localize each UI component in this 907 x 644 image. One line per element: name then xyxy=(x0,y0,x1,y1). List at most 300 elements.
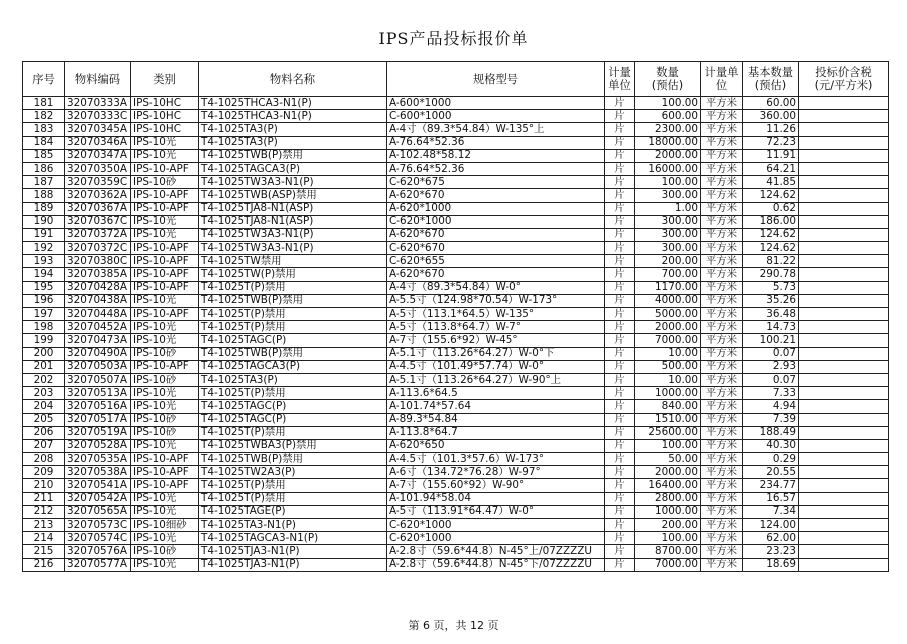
cell-unit: 片 xyxy=(605,479,635,492)
cell-spec-model: A-113.6*64.5 xyxy=(387,387,605,400)
cell-spec-model: C-620*1000 xyxy=(387,519,605,532)
cell-spec-model: A-5寸（113.8*64.7）W-7° xyxy=(387,321,605,334)
table-row xyxy=(23,162,889,175)
table-row xyxy=(23,400,889,413)
header-unit-line2: 单位 xyxy=(608,79,631,92)
cell-material-name: T4-1025TA3-N1(P) xyxy=(199,519,387,532)
cell-unit: 片 xyxy=(605,281,635,294)
cell-spec-model: A-4.5寸（101.49*57.74）W-0° xyxy=(387,360,605,373)
cell-spec-model: A-620*670 xyxy=(387,228,605,241)
cell-material-code: 32070576A xyxy=(65,545,131,558)
cell-category: IPS-10砂 xyxy=(131,545,199,558)
cell-bid-price xyxy=(799,321,889,334)
table-row xyxy=(23,505,889,518)
cell-index: 181 xyxy=(23,97,65,110)
cell-bid-price xyxy=(799,97,889,110)
cell-material-name: T4-1025TJA8-N1(ASP) xyxy=(199,215,387,228)
cell-material-name: T4-1025TAGC(P) xyxy=(199,413,387,426)
cell-index: 201 xyxy=(23,360,65,373)
cell-quantity: 1000.00 xyxy=(635,387,701,400)
table-row xyxy=(23,242,889,255)
cell-category: IPS-10光 xyxy=(131,532,199,545)
cell-bid-price xyxy=(799,123,889,136)
table-row xyxy=(23,97,889,110)
cell-quantity: 2000.00 xyxy=(635,149,701,162)
cell-quantity: 840.00 xyxy=(635,400,701,413)
table-row xyxy=(23,439,889,452)
cell-category: IPS-10-APF xyxy=(131,453,199,466)
cell-index: 211 xyxy=(23,492,65,505)
cell-base-quantity: 360.00 xyxy=(743,110,799,123)
cell-material-name: T4-1025TW3A3-N1(P) xyxy=(199,242,387,255)
cell-material-name: T4-1025TAGC(P) xyxy=(199,334,387,347)
cell-material-name: T4-1025TJA3-N1(P) xyxy=(199,545,387,558)
cell-material-name: T4-1025THCA3-N1(P) xyxy=(199,97,387,110)
cell-unit: 片 xyxy=(605,228,635,241)
table-row xyxy=(23,479,889,492)
cell-index: 190 xyxy=(23,215,65,228)
table-row xyxy=(23,532,889,545)
cell-index: 203 xyxy=(23,387,65,400)
cell-material-code: 32070452A xyxy=(65,321,131,334)
header-bid-price-line1: 投标价含税 xyxy=(815,66,872,79)
cell-unit: 片 xyxy=(605,400,635,413)
cell-spec-model: A-5.1寸（113.26*64.27）W-0°下 xyxy=(387,347,605,360)
cell-quantity: 2800.00 xyxy=(635,492,701,505)
table-body xyxy=(23,97,889,572)
cell-spec-model: A-5.5寸（124.98*70.54）W-173° xyxy=(387,294,605,307)
cell-bid-price xyxy=(799,360,889,373)
cell-quantity: 200.00 xyxy=(635,255,701,268)
cell-area-unit: 平方米 xyxy=(701,162,743,175)
table-row xyxy=(23,268,889,281)
cell-category: IPS-10-APF xyxy=(131,360,199,373)
cell-area-unit: 平方米 xyxy=(701,228,743,241)
cell-material-code: 32070380C xyxy=(65,255,131,268)
header-unit xyxy=(605,62,635,97)
cell-spec-model: A-620*670 xyxy=(387,268,605,281)
table-row xyxy=(23,228,889,241)
cell-unit: 片 xyxy=(605,123,635,136)
cell-index: 186 xyxy=(23,162,65,175)
cell-index: 182 xyxy=(23,110,65,123)
cell-index: 209 xyxy=(23,466,65,479)
header-base-quantity xyxy=(743,62,799,97)
cell-unit: 片 xyxy=(605,189,635,202)
cell-material-code: 32070345A xyxy=(65,123,131,136)
table-row xyxy=(23,545,889,558)
cell-base-quantity: 7.33 xyxy=(743,387,799,400)
cell-area-unit: 平方米 xyxy=(701,466,743,479)
cell-bid-price xyxy=(799,255,889,268)
cell-spec-model: C-620*1000 xyxy=(387,215,605,228)
cell-base-quantity: 16.57 xyxy=(743,492,799,505)
cell-unit: 片 xyxy=(605,215,635,228)
cell-material-name: T4-1025TJA8-N1(ASP) xyxy=(199,202,387,215)
cell-base-quantity: 7.39 xyxy=(743,413,799,426)
cell-base-quantity: 40.30 xyxy=(743,439,799,452)
cell-bid-price xyxy=(799,479,889,492)
cell-category: IPS-10细砂 xyxy=(131,519,199,532)
cell-quantity: 100.00 xyxy=(635,532,701,545)
table-row xyxy=(23,492,889,505)
cell-material-name: T4-1025TAGCA3-N1(P) xyxy=(199,532,387,545)
table-header xyxy=(23,62,889,97)
cell-index: 184 xyxy=(23,136,65,149)
cell-category: IPS-10HC xyxy=(131,110,199,123)
cell-material-name: T4-1025TAGE(P) xyxy=(199,505,387,518)
cell-base-quantity: 11.91 xyxy=(743,149,799,162)
cell-spec-model: A-7寸（155.6*92）W-45° xyxy=(387,334,605,347)
cell-area-unit: 平方米 xyxy=(701,215,743,228)
cell-category: IPS-10HC xyxy=(131,97,199,110)
cell-material-name: T4-1025T(P)禁用 xyxy=(199,426,387,439)
cell-base-quantity: 60.00 xyxy=(743,97,799,110)
cell-quantity: 300.00 xyxy=(635,242,701,255)
table-row xyxy=(23,255,889,268)
cell-base-quantity: 23.23 xyxy=(743,545,799,558)
cell-quantity: 700.00 xyxy=(635,268,701,281)
cell-material-code: 32070333A xyxy=(65,97,131,110)
cell-unit: 片 xyxy=(605,439,635,452)
cell-area-unit: 平方米 xyxy=(701,492,743,505)
cell-area-unit: 平方米 xyxy=(701,308,743,321)
cell-quantity: 5000.00 xyxy=(635,308,701,321)
cell-base-quantity: 81.22 xyxy=(743,255,799,268)
cell-quantity: 600.00 xyxy=(635,110,701,123)
cell-area-unit: 平方米 xyxy=(701,334,743,347)
cell-category: IPS-10光 xyxy=(131,387,199,400)
cell-quantity: 8700.00 xyxy=(635,545,701,558)
cell-material-code: 32070428A xyxy=(65,281,131,294)
cell-category: IPS-10光 xyxy=(131,492,199,505)
cell-material-code: 32070347A xyxy=(65,149,131,162)
cell-unit: 片 xyxy=(605,294,635,307)
cell-bid-price xyxy=(799,439,889,452)
cell-category: IPS-10光 xyxy=(131,439,199,452)
cell-spec-model: C-600*1000 xyxy=(387,110,605,123)
cell-area-unit: 平方米 xyxy=(701,110,743,123)
cell-index: 194 xyxy=(23,268,65,281)
cell-material-name: T4-1025THCA3-N1(P) xyxy=(199,110,387,123)
cell-index: 189 xyxy=(23,202,65,215)
table-row xyxy=(23,413,889,426)
table-row xyxy=(23,308,889,321)
table-row xyxy=(23,110,889,123)
cell-material-name: T4-1025TW2A3(P) xyxy=(199,466,387,479)
cell-unit: 片 xyxy=(605,308,635,321)
table-row xyxy=(23,149,889,162)
cell-quantity: 25600.00 xyxy=(635,426,701,439)
cell-category: IPS-10HC xyxy=(131,123,199,136)
cell-quantity: 10.00 xyxy=(635,373,701,386)
cell-index: 204 xyxy=(23,400,65,413)
cell-base-quantity: 35.26 xyxy=(743,294,799,307)
cell-unit: 片 xyxy=(605,426,635,439)
table-row xyxy=(23,202,889,215)
cell-category: IPS-10砂 xyxy=(131,426,199,439)
cell-index: 193 xyxy=(23,255,65,268)
cell-index: 214 xyxy=(23,532,65,545)
cell-index: 206 xyxy=(23,426,65,439)
cell-category: IPS-10光 xyxy=(131,334,199,347)
cell-material-name: T4-1025TA3(P) xyxy=(199,373,387,386)
cell-category: IPS-10砂 xyxy=(131,176,199,189)
cell-spec-model: C-620*1000 xyxy=(387,532,605,545)
cell-area-unit: 平方米 xyxy=(701,558,743,571)
table-row xyxy=(23,215,889,228)
table-row xyxy=(23,334,889,347)
cell-category: IPS-10-APF xyxy=(131,189,199,202)
cell-material-code: 32070503A xyxy=(65,360,131,373)
cell-index: 183 xyxy=(23,123,65,136)
cell-bid-price xyxy=(799,453,889,466)
cell-category: IPS-10光 xyxy=(131,558,199,571)
cell-material-name: T4-1025T(P)禁用 xyxy=(199,308,387,321)
cell-index: 197 xyxy=(23,308,65,321)
cell-index: 196 xyxy=(23,294,65,307)
cell-bid-price xyxy=(799,545,889,558)
header-spec-model: 规格型号 xyxy=(387,62,605,97)
cell-index: 199 xyxy=(23,334,65,347)
cell-material-code: 32070538A xyxy=(65,466,131,479)
cell-base-quantity: 20.55 xyxy=(743,466,799,479)
cell-spec-model: A-5寸（113.1*64.5）W-135° xyxy=(387,308,605,321)
cell-unit: 片 xyxy=(605,110,635,123)
cell-index: 187 xyxy=(23,176,65,189)
cell-quantity: 300.00 xyxy=(635,215,701,228)
cell-base-quantity: 0.29 xyxy=(743,453,799,466)
cell-quantity: 300.00 xyxy=(635,189,701,202)
cell-unit: 片 xyxy=(605,162,635,175)
cell-material-name: T4-1025TW禁用 xyxy=(199,255,387,268)
cell-material-code: 32070519A xyxy=(65,426,131,439)
cell-material-name: T4-1025TW(P)禁用 xyxy=(199,268,387,281)
cell-base-quantity: 36.48 xyxy=(743,308,799,321)
cell-material-code: 32070372A xyxy=(65,228,131,241)
cell-spec-model: C-620*670 xyxy=(387,242,605,255)
cell-unit: 片 xyxy=(605,558,635,571)
cell-material-code: 32070535A xyxy=(65,453,131,466)
cell-base-quantity: 0.07 xyxy=(743,373,799,386)
header-base-quantity-line1: 基本数量 xyxy=(747,66,794,79)
header-area-unit-line2: 位 xyxy=(715,79,728,92)
cell-spec-model: C-620*655 xyxy=(387,255,605,268)
cell-base-quantity: 14.73 xyxy=(743,321,799,334)
cell-bid-price xyxy=(799,426,889,439)
cell-material-code: 32070448A xyxy=(65,308,131,321)
cell-material-code: 32070367C xyxy=(65,215,131,228)
cell-unit: 片 xyxy=(605,519,635,532)
cell-material-code: 32070513A xyxy=(65,387,131,400)
cell-quantity: 16400.00 xyxy=(635,479,701,492)
table-row xyxy=(23,294,889,307)
cell-bid-price xyxy=(799,176,889,189)
table-row xyxy=(23,321,889,334)
cell-unit: 片 xyxy=(605,387,635,400)
cell-material-code: 32070517A xyxy=(65,413,131,426)
cell-area-unit: 平方米 xyxy=(701,176,743,189)
cell-material-code: 32070574C xyxy=(65,532,131,545)
header-material-name: 物料名称 xyxy=(199,62,387,97)
cell-category: IPS-10光 xyxy=(131,505,199,518)
page-footer: 第 6 页，共 12 页 xyxy=(408,619,499,632)
cell-quantity: 1000.00 xyxy=(635,505,701,518)
cell-index: 213 xyxy=(23,519,65,532)
cell-category: IPS-10-APF xyxy=(131,281,199,294)
cell-bid-price xyxy=(799,294,889,307)
cell-index: 210 xyxy=(23,479,65,492)
cell-index: 195 xyxy=(23,281,65,294)
cell-index: 202 xyxy=(23,373,65,386)
cell-category: IPS-10光 xyxy=(131,294,199,307)
cell-spec-model: A-76.64*52.36 xyxy=(387,136,605,149)
cell-base-quantity: 124.00 xyxy=(743,519,799,532)
table-row xyxy=(23,426,889,439)
cell-bid-price xyxy=(799,136,889,149)
cell-spec-model: A-2.8寸（59.6*44.8）N-45°上/07ZZZZU xyxy=(387,545,605,558)
cell-unit: 片 xyxy=(605,505,635,518)
cell-bid-price xyxy=(799,110,889,123)
cell-area-unit: 平方米 xyxy=(701,400,743,413)
header-base-quantity-line2: (预估) xyxy=(754,79,787,92)
cell-index: 188 xyxy=(23,189,65,202)
cell-material-code: 32070541A xyxy=(65,479,131,492)
cell-spec-model: A-113.8*64.7 xyxy=(387,426,605,439)
cell-area-unit: 平方米 xyxy=(701,347,743,360)
cell-unit: 片 xyxy=(605,149,635,162)
cell-unit: 片 xyxy=(605,360,635,373)
cell-base-quantity: 124.62 xyxy=(743,228,799,241)
cell-bid-price xyxy=(799,400,889,413)
cell-area-unit: 平方米 xyxy=(701,242,743,255)
cell-material-code: 32070362A xyxy=(65,189,131,202)
cell-base-quantity: 72.23 xyxy=(743,136,799,149)
header-unit-line1: 计量 xyxy=(608,66,631,79)
cell-quantity: 10.00 xyxy=(635,347,701,360)
table-row xyxy=(23,519,889,532)
cell-bid-price xyxy=(799,162,889,175)
cell-area-unit: 平方米 xyxy=(701,255,743,268)
cell-spec-model: A-89.3*54.84 xyxy=(387,413,605,426)
cell-material-name: T4-1025TAGC(P) xyxy=(199,400,387,413)
cell-area-unit: 平方米 xyxy=(701,532,743,545)
cell-material-code: 32070542A xyxy=(65,492,131,505)
table-row xyxy=(23,558,889,571)
cell-area-unit: 平方米 xyxy=(701,321,743,334)
cell-base-quantity: 100.21 xyxy=(743,334,799,347)
cell-material-code: 32070528A xyxy=(65,439,131,452)
cell-unit: 片 xyxy=(605,136,635,149)
cell-unit: 片 xyxy=(605,334,635,347)
cell-material-code: 32070346A xyxy=(65,136,131,149)
cell-material-name: T4-1025TWB(P)禁用 xyxy=(199,453,387,466)
cell-quantity: 7000.00 xyxy=(635,334,701,347)
cell-base-quantity: 0.07 xyxy=(743,347,799,360)
cell-category: IPS-10光 xyxy=(131,321,199,334)
header-material-code: 物料编码 xyxy=(65,62,131,97)
cell-bid-price xyxy=(799,215,889,228)
table-row xyxy=(23,176,889,189)
cell-index: 185 xyxy=(23,149,65,162)
cell-material-code: 32070367A xyxy=(65,202,131,215)
cell-material-name: T4-1025T(P)禁用 xyxy=(199,387,387,400)
cell-area-unit: 平方米 xyxy=(701,202,743,215)
cell-quantity: 50.00 xyxy=(635,453,701,466)
cell-quantity: 7000.00 xyxy=(635,558,701,571)
cell-unit: 片 xyxy=(605,268,635,281)
cell-spec-model: A-7寸（155.60*92）W-90° xyxy=(387,479,605,492)
cell-area-unit: 平方米 xyxy=(701,123,743,136)
header-quantity-line1: 数量 xyxy=(656,66,679,79)
cell-index: 191 xyxy=(23,228,65,241)
cell-bid-price xyxy=(799,466,889,479)
cell-index: 216 xyxy=(23,558,65,571)
cell-area-unit: 平方米 xyxy=(701,373,743,386)
cell-unit: 片 xyxy=(605,453,635,466)
cell-material-name: T4-1025TAGCA3(P) xyxy=(199,162,387,175)
cell-base-quantity: 188.49 xyxy=(743,426,799,439)
cell-material-code: 32070516A xyxy=(65,400,131,413)
cell-spec-model: A-102.48*58.12 xyxy=(387,149,605,162)
cell-quantity: 2300.00 xyxy=(635,123,701,136)
cell-area-unit: 平方米 xyxy=(701,281,743,294)
cell-area-unit: 平方米 xyxy=(701,519,743,532)
table-row xyxy=(23,373,889,386)
cell-spec-model: A-4.5寸（101.3*57.6）W-173° xyxy=(387,453,605,466)
cell-spec-model: A-101.94*58.04 xyxy=(387,492,605,505)
cell-unit: 片 xyxy=(605,97,635,110)
quote-table xyxy=(22,61,889,572)
cell-material-code: 32070372C xyxy=(65,242,131,255)
header-quantity-line2: (预估) xyxy=(651,79,684,92)
cell-area-unit: 平方米 xyxy=(701,189,743,202)
cell-area-unit: 平方米 xyxy=(701,149,743,162)
cell-base-quantity: 18.69 xyxy=(743,558,799,571)
cell-category: IPS-10-APF xyxy=(131,466,199,479)
cell-quantity: 18000.00 xyxy=(635,136,701,149)
cell-base-quantity: 0.62 xyxy=(743,202,799,215)
cell-quantity: 2000.00 xyxy=(635,466,701,479)
header-quantity xyxy=(635,62,701,97)
cell-material-name: T4-1025TW3A3-N1(P) xyxy=(199,228,387,241)
cell-spec-model: A-5寸（113.91*64.47）W-0° xyxy=(387,505,605,518)
cell-spec-model: A-6寸（134.72*76.28）W-97° xyxy=(387,466,605,479)
cell-material-name: T4-1025TWBA3(P)禁用 xyxy=(199,439,387,452)
cell-quantity: 4000.00 xyxy=(635,294,701,307)
cell-bid-price xyxy=(799,334,889,347)
cell-base-quantity: 64.21 xyxy=(743,162,799,175)
cell-unit: 片 xyxy=(605,413,635,426)
cell-base-quantity: 41.85 xyxy=(743,176,799,189)
cell-bid-price xyxy=(799,189,889,202)
cell-category: IPS-10砂 xyxy=(131,373,199,386)
header-bid-price xyxy=(799,62,889,97)
cell-bid-price xyxy=(799,492,889,505)
cell-category: IPS-10-APF xyxy=(131,479,199,492)
cell-material-code: 32070473A xyxy=(65,334,131,347)
cell-unit: 片 xyxy=(605,202,635,215)
cell-category: IPS-10光 xyxy=(131,228,199,241)
cell-unit: 片 xyxy=(605,242,635,255)
cell-bid-price xyxy=(799,202,889,215)
cell-material-name: T4-1025TAGCA3(P) xyxy=(199,360,387,373)
cell-bid-price xyxy=(799,281,889,294)
cell-area-unit: 平方米 xyxy=(701,453,743,466)
cell-spec-model: A-600*1000 xyxy=(387,97,605,110)
cell-material-code: 32070577A xyxy=(65,558,131,571)
cell-bid-price xyxy=(799,505,889,518)
